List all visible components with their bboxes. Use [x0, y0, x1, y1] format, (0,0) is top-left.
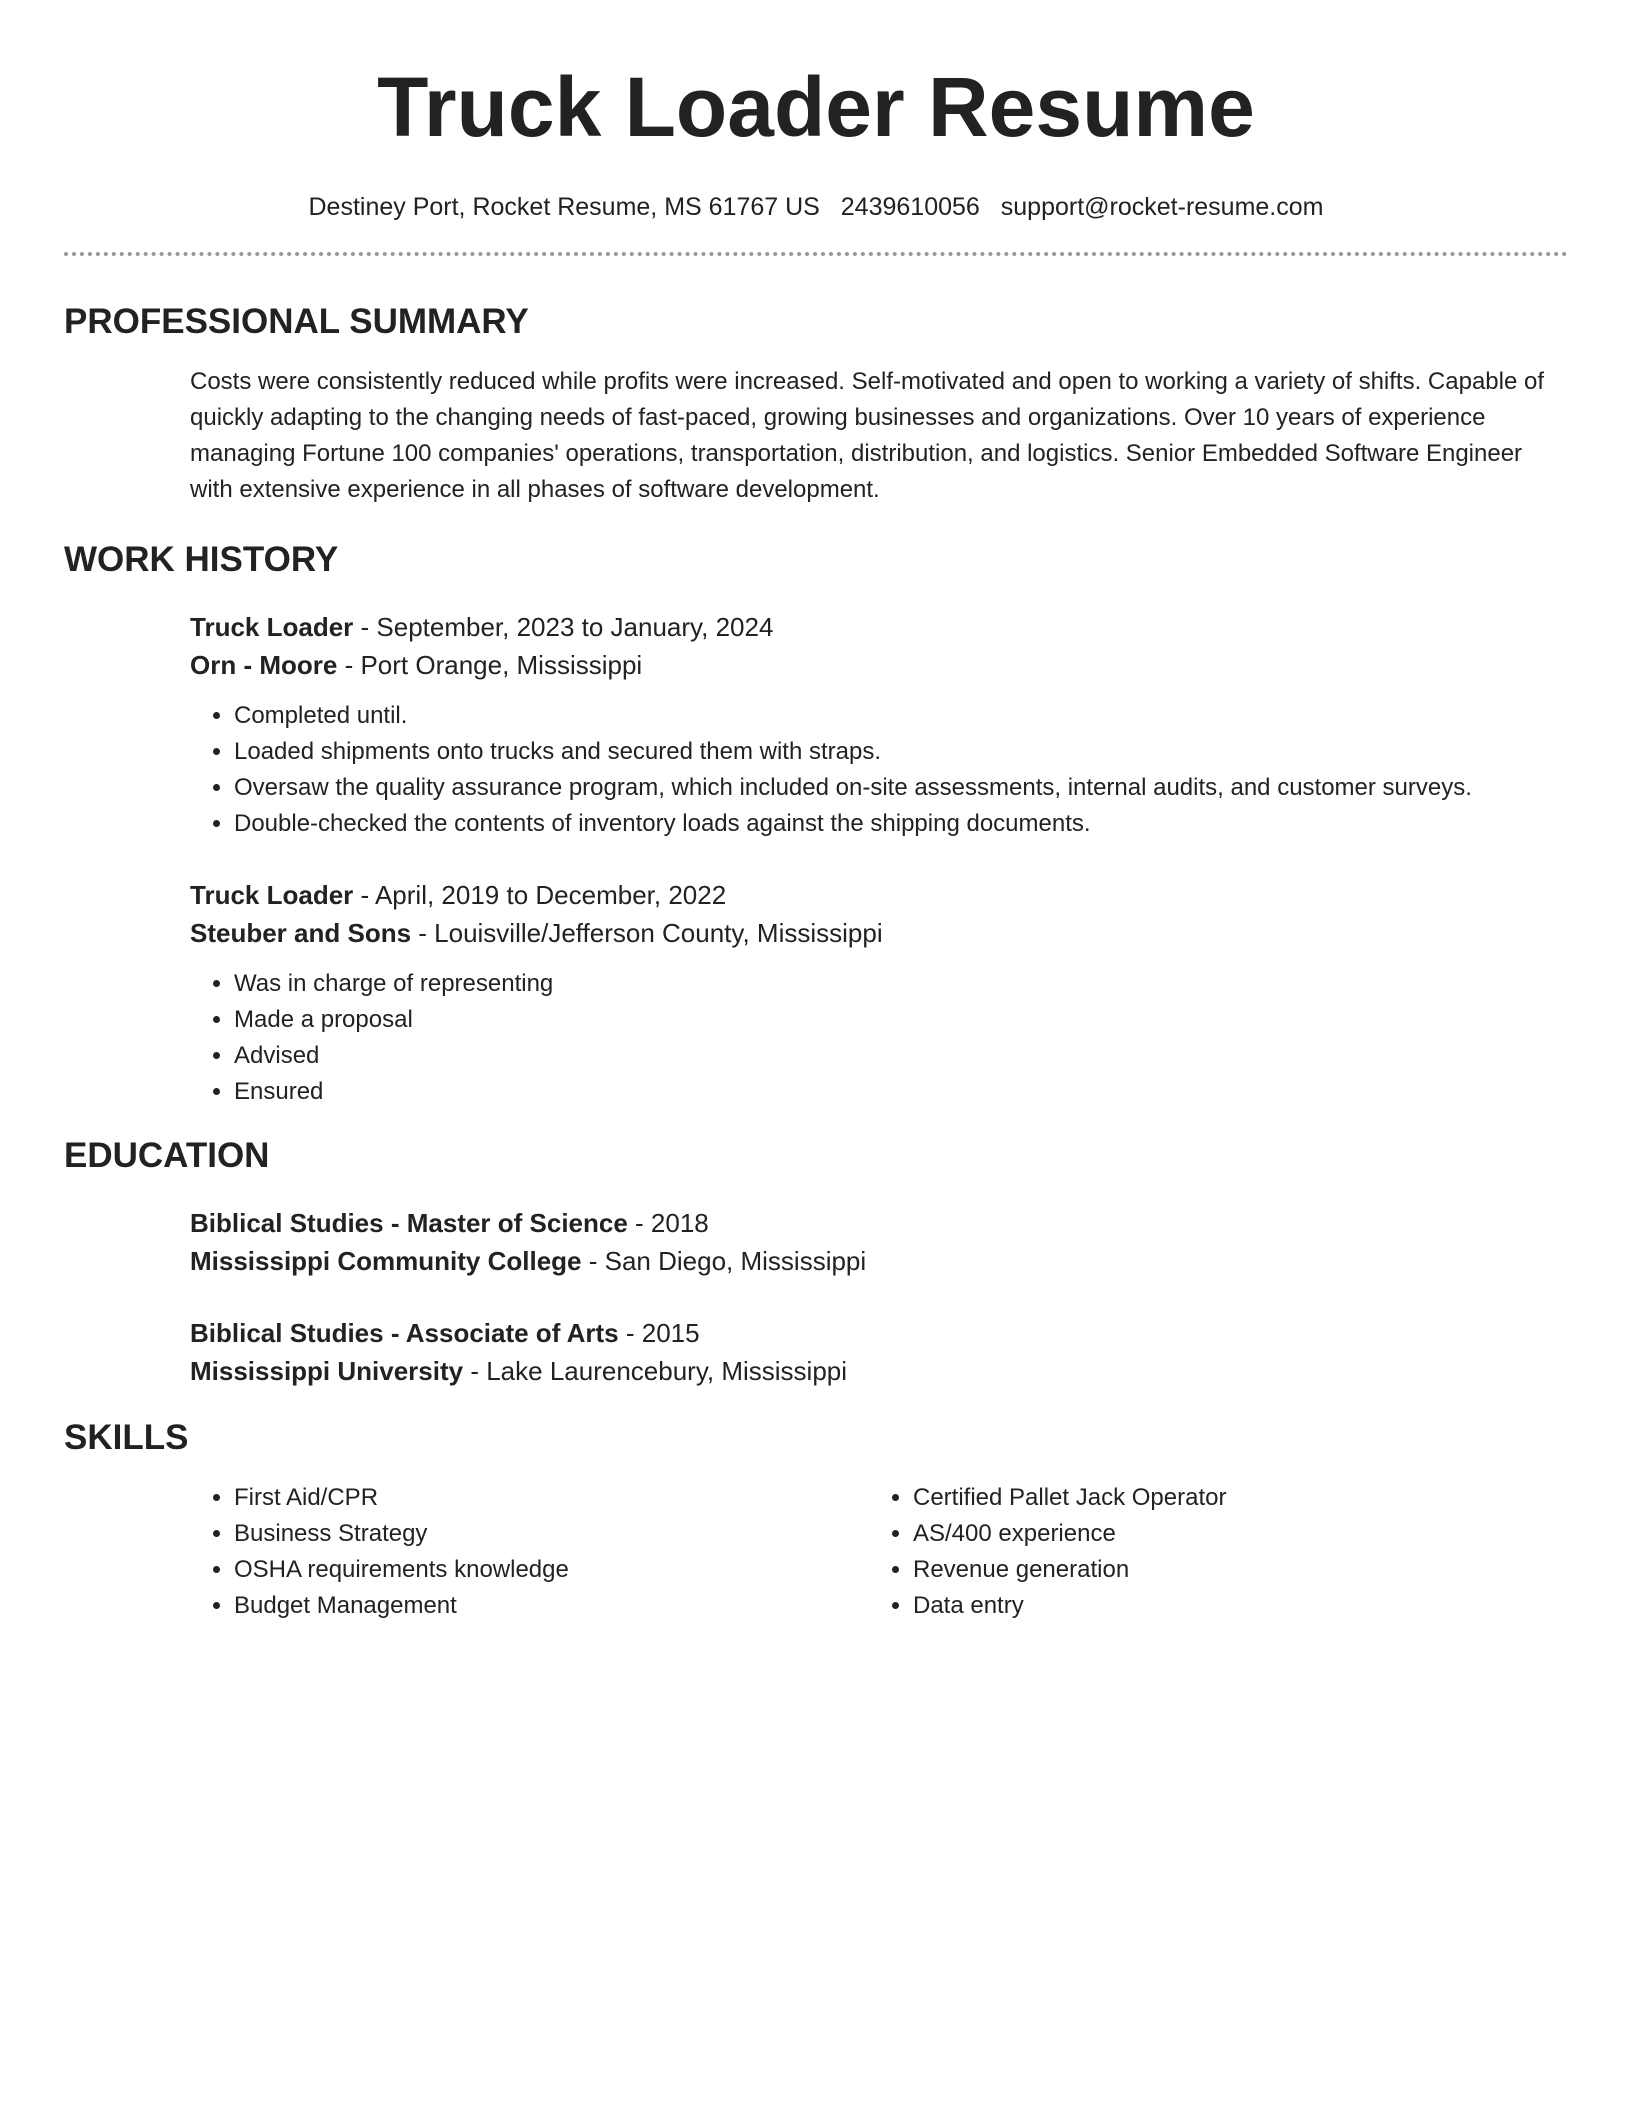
- degree-year: - 2015: [618, 1318, 700, 1348]
- skill-item: • Data entry: [913, 1588, 1548, 1624]
- job-entry: [190, 876, 1548, 1110]
- job-duties-list: [190, 698, 1548, 842]
- skills-list: [190, 1480, 869, 1624]
- school-location: - Lake Laurencebury, Mississippi: [463, 1356, 848, 1386]
- contact-phone: 2439610056: [840, 193, 980, 221]
- work-history-heading: WORK HISTORY: [64, 540, 339, 579]
- job-title: Truck Loader: [190, 880, 354, 910]
- school: Mississippi University: [190, 1356, 464, 1386]
- job-dates: - April, 2019 to December, 2022: [353, 880, 727, 910]
- summary-text: Costs were consistently reduced while profits were increased. Self-motivated and open to working a variety of shifts. Capable of quickly adapting to the changing needs of fast-paced, growing businesses and organizations. Over 10 years of experience managing Fortune 100 companies' operations, transportation, distribution, and logistics. Senior Embedded Software Engineer with extensive experience in all phases of software development.: [190, 368, 1545, 503]
- job-location: - Port Orange, Mississippi: [337, 650, 643, 680]
- job-title-line: [190, 876, 1548, 914]
- skills-section: [64, 1416, 1568, 1624]
- degree-line: [190, 1204, 1548, 1242]
- job-entry: [190, 608, 1548, 842]
- degree-line: [190, 1314, 1548, 1352]
- list-item: • Oversaw the quality assurance program, which included on-site assessments, internal audits, and customer surveys.: [234, 770, 1548, 806]
- degree-year: - 2018: [627, 1208, 709, 1238]
- job-duties-list: [190, 966, 1548, 1110]
- skills-column-right: [869, 1480, 1548, 1624]
- list-item: • Ensured: [234, 1074, 1548, 1110]
- job-company: Orn - Moore: [190, 650, 338, 680]
- list-item: • Loaded shipments onto trucks and secured them with straps.: [234, 734, 1548, 770]
- summary-section: [64, 300, 1568, 508]
- skill-item: • AS/400 experience: [913, 1516, 1548, 1552]
- skills-column-left: [190, 1480, 869, 1624]
- skills-grid: [190, 1480, 1548, 1624]
- list-item: • Double-checked the contents of inventory loads against the shipping documents.: [234, 806, 1548, 842]
- contact-email: support@rocket-resume.com: [1000, 193, 1324, 221]
- education-section: [64, 1134, 1568, 1390]
- skill-item: • Certified Pallet Jack Operator: [913, 1480, 1548, 1516]
- job-company-line: [190, 646, 1548, 684]
- education-entry: [190, 1314, 1548, 1390]
- contact-address: Destiney Port, Rocket Resume, MS 61767 US: [308, 193, 820, 221]
- skill-item: • Budget Management: [234, 1588, 869, 1624]
- skills-heading: SKILLS: [64, 1418, 189, 1457]
- education-entry: [190, 1204, 1548, 1280]
- skill-item: • First Aid/CPR: [234, 1480, 869, 1516]
- header-divider: [64, 252, 1568, 256]
- list-item: • Completed until.: [234, 698, 1548, 734]
- work-history-section: [64, 538, 1568, 1110]
- school-location: - San Diego, Mississippi: [581, 1246, 867, 1276]
- job-company: Steuber and Sons: [190, 918, 412, 948]
- contact-info: [64, 190, 1568, 224]
- job-location: - Louisville/Jefferson County, Mississippi: [411, 918, 883, 948]
- list-item: • Made a proposal: [234, 1002, 1548, 1038]
- school-line: [190, 1352, 1548, 1390]
- job-title-line: [190, 608, 1548, 646]
- education-heading: EDUCATION: [64, 1136, 270, 1175]
- page-title: Truck Loader Resume: [377, 60, 1255, 154]
- summary-heading: PROFESSIONAL SUMMARY: [64, 302, 529, 341]
- list-item: • Was in charge of representing: [234, 966, 1548, 1002]
- job-title: Truck Loader: [190, 612, 354, 642]
- degree: Biblical Studies - Master of Science: [190, 1208, 628, 1238]
- skills-list: [869, 1480, 1548, 1624]
- job-dates: - September, 2023 to January, 2024: [353, 612, 774, 642]
- skill-item: • OSHA requirements knowledge: [234, 1552, 869, 1588]
- degree: Biblical Studies - Associate of Arts: [190, 1318, 619, 1348]
- school: Mississippi Community College: [190, 1246, 582, 1276]
- skill-item: • Revenue generation: [913, 1552, 1548, 1588]
- list-item: • Advised: [234, 1038, 1548, 1074]
- job-company-line: [190, 914, 1548, 952]
- skill-item: • Business Strategy: [234, 1516, 869, 1552]
- school-line: [190, 1242, 1548, 1280]
